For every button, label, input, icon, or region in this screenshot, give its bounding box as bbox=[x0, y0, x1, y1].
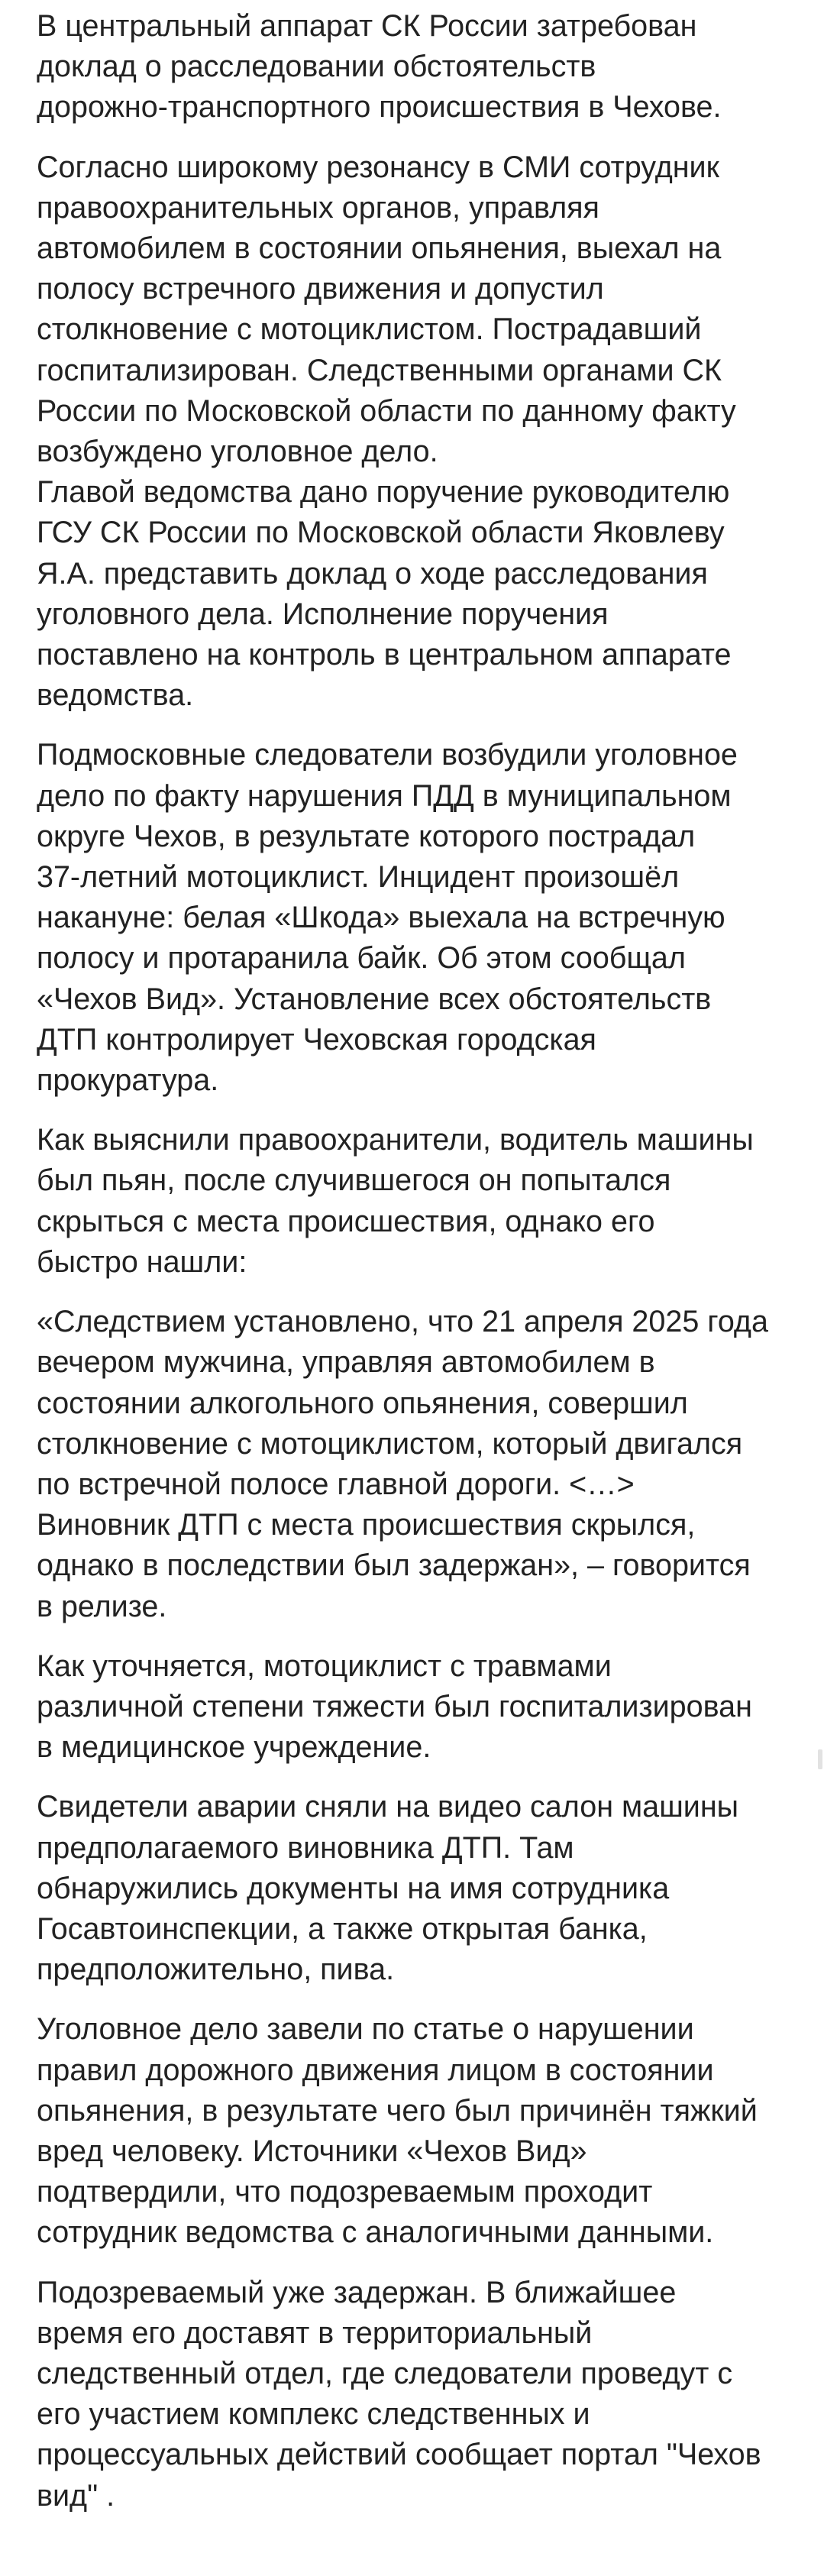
article-paragraph: Подмосковные следователи возбудили уголовное дело по факту нарушения ПДД в муниципальном округе Чехов, в результате которого пострадал 37-летний мотоциклист. Инцидент произошёл накануне: белая «Шкода» выехала на встречную полосу и протаранила байк. Об этом сообщал «Чехов Вид». Установление всех обстоятельств ДТП контролирует Чеховская городская прокуратура. bbox=[37, 738, 738, 1098]
article-paragraph: Подозреваемый уже задержан. В ближайшее время его доставят в территориальный следственный отдел, где следователи проведут с его участием комплекс следственных и процессуальных действий сообщает портал "Чехов вид" . bbox=[37, 2275, 761, 2513]
article-paragraph: Согласно широкому резонансу в СМИ сотрудник правоохранительных органов, управляя автомобилем в состоянии опьянения, выехал на полосу встречного движения и допустил столкновение с мотоциклистом. Пострадавший госпитализирован. Следственными органами СК России по Московской области по данному факту возбуждено уголовное дело. Главой ведомства дано поручение руководителю ГСУ СК России по Московской области Яковлеву Я.А. представить доклад о ходе расследования уголовного дела. Исполнение поручения поставлено на контроль в центральном аппарате ведомства. bbox=[37, 150, 736, 713]
scrollbar-thumb[interactable] bbox=[818, 1749, 822, 1769]
article-paragraph: В центральный аппарат СК России затребован доклад о расследовании обстоятельств дорожно-транспортного происшествия в Чехове. bbox=[37, 9, 722, 125]
article-quote: «Следствием установлено, что 21 апреля 2025 года вечером мужчина, управляя автомобилем в состоянии алкогольного опьянения, совершил столкновение с мотоциклистом, который двигался по встречной полосе главной дороги. <…> Виновник ДТП с места происшествия скрылся, однако в последствии был задержан», – говорится в релизе. bbox=[37, 1305, 768, 1623]
article-paragraph: Уголовное дело завели по статье о нарушении правил дорожного движения лицом в состоянии опьянения, в результате чего был причинён тяжкий вред человеку. Источники «Чехов Вид» подтвердили, что подозреваемым проходит сотрудник ведомства с аналогичными данными. bbox=[37, 2012, 758, 2250]
article-paragraph: Как выяснили правоохранители, водитель машины был пьян, после случившегося он попытался скрыться с места происшествия, однако его быстро нашли: bbox=[37, 1123, 754, 1279]
article-body bbox=[37, 0, 784, 2516]
article-paragraph: Как уточняется, мотоциклист с травмами различной степени тяжести был госпитализирован в медицинское учреждение. bbox=[37, 1649, 752, 1765]
article-paragraph: Свидетели аварии сняли на видео салон машины предполагаемого виновника ДТП. Там обнаружились документы на имя сотрудника Госавтоинспекции, а также открытая банка, предположительно, пива. bbox=[37, 1790, 739, 1987]
